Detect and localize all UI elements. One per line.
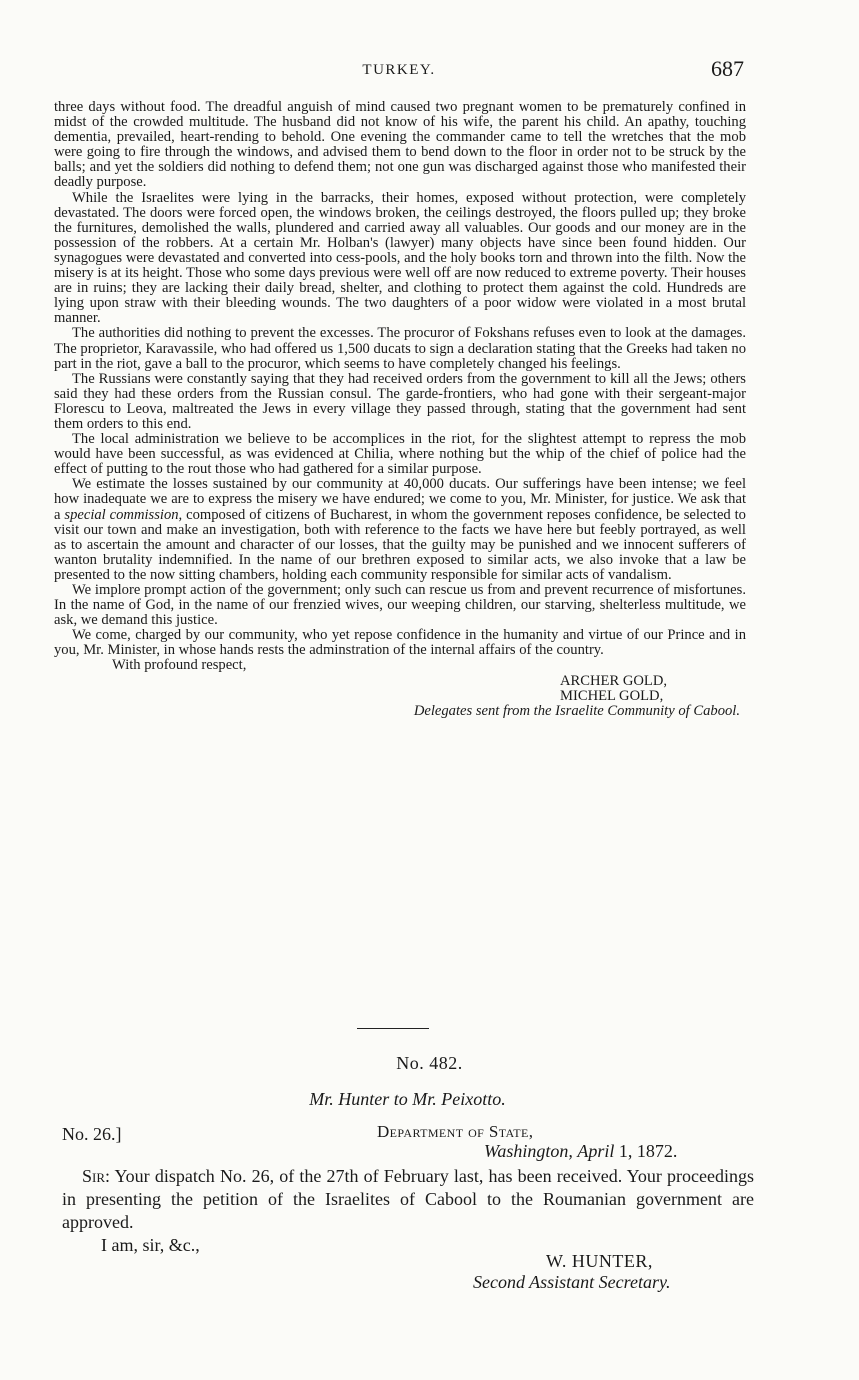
p6-text-after: composed of citizens of Bucharest, in whom the government reposes confidence, be selected to visit our town and make an investigation, both with reference to the facts we have here but feebly portrayed, as well as to ascertain the amount and character of our losses, that the guilty may be punished and we innocent sufferers of wanton brutality indemnified. In the name of our brethren exposed to similar acts, we also invoke that a law be presented to the now sitting chambers, holding each community responsible for similar acts of vandalism. xyxy=(54,506,746,583)
document-heading: Mr. Hunter to Mr. Peixotto. xyxy=(309,1089,506,1109)
dispatch-reference: No. 26.] xyxy=(62,1124,122,1144)
dispatch-text: Your dispatch No. 26, of the 27th of February last, has been received. Your proceedings in presenting the petition of the Israelites of Cabool to the Roumanian government are approved. xyxy=(62,1166,754,1232)
date-rest: 1, 1872. xyxy=(618,1141,678,1161)
signer-archer-gold: ARCHER GOLD, xyxy=(560,672,668,689)
month: April xyxy=(577,1141,615,1161)
letter-paragraph-5: The local administration we believe to be accomplices in the riot, for the slightest attempt to repress the mob would have been successful, as was evidenced at Chilia, where nothing but the whip of the chief of police had the effect of putting to the rout those who had gathered for a similar purpose. xyxy=(54,431,746,478)
regards-line: I am, sir, &c., xyxy=(101,1235,200,1255)
place: Washington, xyxy=(484,1141,573,1161)
signers xyxy=(54,674,746,704)
department-line xyxy=(377,1122,533,1142)
letter-paragraph-4: The Russians were constantly saying that they had received orders from the government to kill all the Jews; others said they had these orders from the Russian consul. The garde-frontiers, who had gone with their sergeant-major Florescu to Leova, maltreated the Jews in every village they passed through, stating that the government had sent them orders to this end. xyxy=(54,370,746,432)
letter-paragraph-2: While the Israelites were lying in the barracks, their homes, exposed without protection, were completely devastated. The doors were forced open, the windows broken, the ceilings destroyed, the floors pulled up; they broke the furnitures, demolished the walls, plundered and carried away all valuables. Our goods and our money are in the possession of the robbers. At a certain Mr. Holban's (lawyer) many objects have since been found hidden. Our synagogues were devastated and converted into cess-pools, and the holy books torn and thrown into the filth. Now the misery is at its height. Those who some days previous were well off are now reduced to extreme poverty. Their houses are in ruins; they are lacking their daily bread, shelter, and clothing to protect them against the cold. Hundreds are lying upon straw with their bleeding wounds. The two daughters of a poor widow were violated in a most brutal manner. xyxy=(54,189,746,327)
page-header xyxy=(54,58,744,84)
page-number: 687 xyxy=(711,56,744,81)
dispatch-body xyxy=(62,1165,754,1234)
signature-name: W. HUNTER, xyxy=(546,1251,653,1271)
letter-paragraph-8: We come, charged by our community, who yet repose confidence in the humanity and virtue of our Prince and in you, Mr. Minister, in whose hands rests the adminstration of the internal affairs of the country. xyxy=(54,627,746,659)
signer-michel-gold: MICHEL GOLD, xyxy=(560,687,664,704)
section-divider xyxy=(357,1028,429,1029)
signature-title: Second Assistant Secretary. xyxy=(473,1272,671,1292)
letter-paragraph-1: three days without food. The dreadful anguish of mind caused two pregnant women to be prematurely confined in midst of the crowded multitude. The husband did not know of his wife, the parent his child. An apathy, touching dementia, prevailed, heart-rending to behold. One evening the commander came to tell the wretches that the mob were going to fire through the windows, and advised them to bend down to the floor in order not to be struck by the balls; and yet the soldiers did nothing to defend them; not one gun was discharged against those who manifested their deadly purpose. xyxy=(54,99,746,191)
p6-text-before: We estimate the losses sustained by our community at 40,000 ducats. Our sufferings have been intense; we feel how inadequate we are to express the misery we have endured; we come to you, Mr. Minister, for justice. We ask that a xyxy=(54,476,746,523)
date-line xyxy=(484,1141,677,1162)
delegates-caption: Delegates sent from the Israelite Community of Cabool. xyxy=(413,702,740,719)
running-head: TURKEY. xyxy=(362,62,436,78)
letter-paragraph-3: The authorities did nothing to prevent the excesses. The procuror of Fokshans refuses even to look at the damages. The proprietor, Karavassile, who had offered us 1,500 ducats to sign a declaration stating that the Greeks had taken no part in the riot, gave a ball to the procuror, which seems to have completely changed his feelings. xyxy=(54,325,746,372)
petition-letter xyxy=(54,100,746,719)
salutation: Sir: xyxy=(82,1166,111,1186)
document-number: No. 482. xyxy=(396,1053,463,1073)
department-name: Department of State, xyxy=(377,1122,534,1141)
letter-paragraph-7: We implore prompt action of the government; only such can rescue us from and prevent recurrence of misfortunes. In the name of God, in the name of our frenzied wives, our weeping children, our starving, shelterless multitude, we ask, we demand this justice. xyxy=(54,582,746,629)
p6-emphasis: special commission, xyxy=(64,506,183,523)
letter-paragraph-6 xyxy=(54,477,746,583)
dispatch-paragraph xyxy=(62,1165,754,1234)
letter-closing: With profound respect, xyxy=(112,657,247,674)
